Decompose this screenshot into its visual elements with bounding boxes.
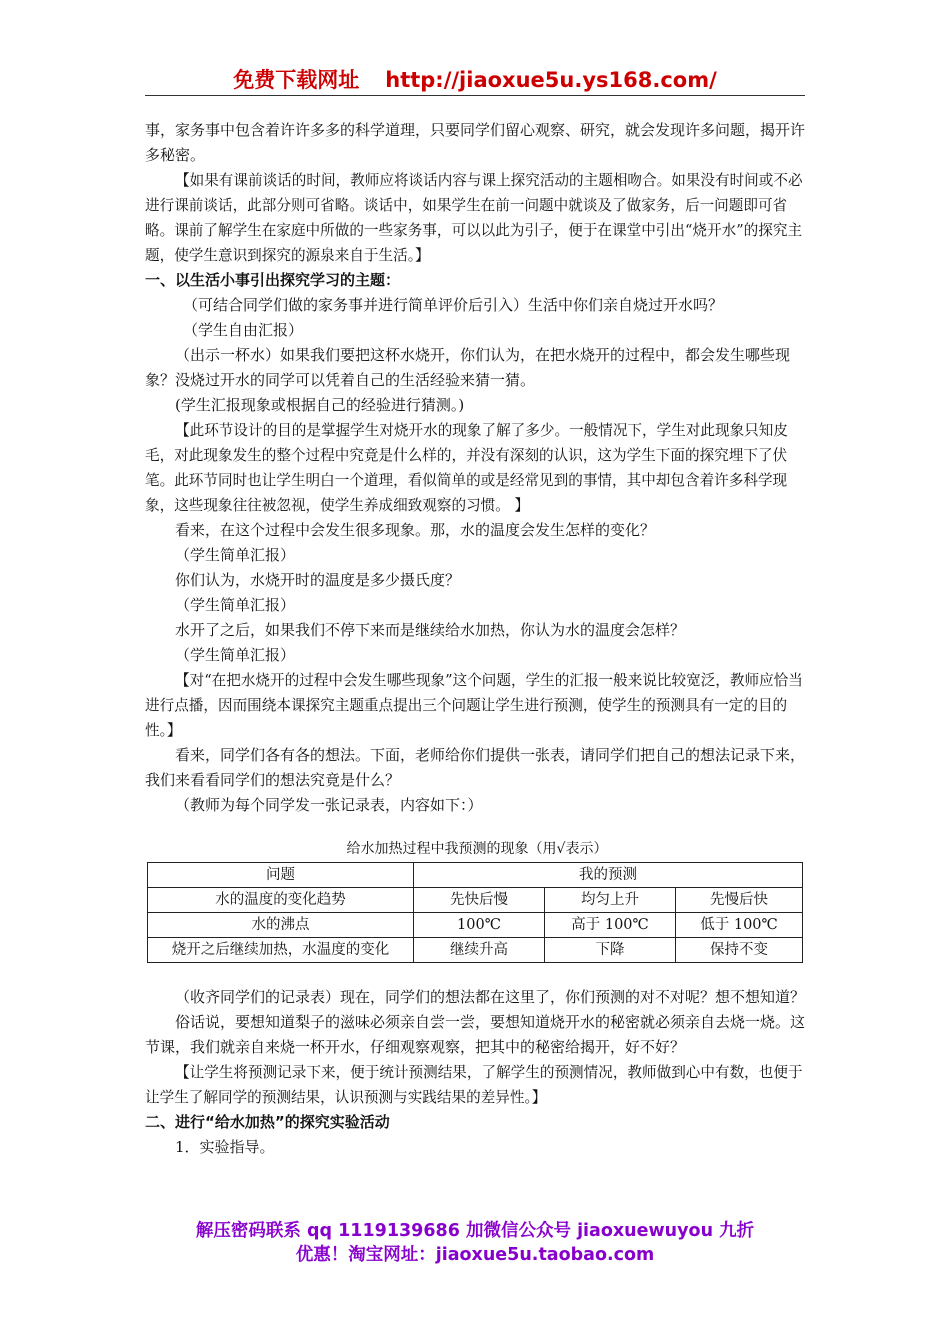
download-header xyxy=(145,66,805,94)
table-title: 给水加热过程中我预测的现象（用√表示） xyxy=(346,841,608,857)
table-header-cell: 我的预测 xyxy=(414,863,803,888)
header-url-link[interactable]: http://jiaoxue5u.ys168.com/ xyxy=(385,68,717,92)
table-cell: 水的沸点 xyxy=(148,913,414,938)
footer-line: 优惠！淘宝网址：jiaoxue5u.taobao.com xyxy=(295,1245,655,1265)
paragraph: （学生自由汇报） xyxy=(183,321,304,339)
table-cell[interactable]: 低于 100℃ xyxy=(676,913,803,938)
paragraph: （学生简单汇报） xyxy=(175,646,296,664)
table-cell[interactable]: 下降 xyxy=(545,938,676,963)
paragraph: 水开了之后，如果我们不停下来而是继续给水加热，你认为水的温度会怎样？ xyxy=(175,621,686,639)
section-heading-2: 二、进行“给水加热”的探究实验活动 xyxy=(145,1113,390,1131)
table-row xyxy=(148,888,803,913)
paragraph: （可结合同学们做的家务事并进行简单评价后引入）生活中你们亲自烧过开水吗？ xyxy=(183,296,724,314)
paragraph: (学生汇报现象或根据自己的经验进行猜测。) xyxy=(175,396,465,414)
table-cell: 烧开之后继续加热，水温度的变化 xyxy=(148,938,414,963)
paragraph: （学生简单汇报） xyxy=(175,596,296,614)
paragraph: （教师为每个同学发一张记录表，内容如下：） xyxy=(175,796,483,814)
header-divider xyxy=(145,95,805,96)
header-label: 免费下载网址 xyxy=(233,68,360,92)
teaching-note: 【此环节设计的目的是掌握学生对烧开水的现象了解了多少。一般情况下，学生对此现象只知皮毛，对此现象发生的整个过程中究竟是什么样的，并没有深刻的认识，这为学生下面的探究埋下了伏笔。此环节同时也让学生明白一个道理，看似简单的或是经常见到的事情，其中却包含着许多科学现象，这些现象往往被忽视，使学生养成细致观察的习惯。 】 xyxy=(145,422,788,514)
paragraph: 事，家务事中包含着许许多多的科学道理，只要同学们留心观察、研究，就会发现许多问题，揭开许多秘密。 xyxy=(145,121,806,164)
section-heading-1: 一、以生活小事引出探究学习的主题： xyxy=(145,271,401,289)
teaching-note: 【让学生将预测记录下来，便于统计预测结果，了解学生的预测情况，教师做到心中有数，也便于让学生了解同学的预测结果，认识预测与实践结果的差异性。】 xyxy=(145,1064,803,1106)
table-cell[interactable]: 100℃ xyxy=(414,913,545,938)
table-cell[interactable]: 高于 100℃ xyxy=(545,913,676,938)
table-cell[interactable]: 先慢后快 xyxy=(676,888,803,913)
table-row xyxy=(148,938,803,963)
paragraph: 你们认为，水烧开时的温度是多少摄氏度？ xyxy=(175,571,461,589)
paragraph: 俗话说，要想知道梨子的滋味必须亲自尝一尝，要想知道烧开水的秘密就必须亲自去烧一烧。这节课，我们就亲自来烧一杯开水，仔细观察观察，把其中的秘密给揭开，好不好？ xyxy=(145,1013,806,1056)
table-cell[interactable]: 继续升高 xyxy=(414,938,545,963)
table-cell[interactable]: 均匀上升 xyxy=(545,888,676,913)
table-cell[interactable]: 先快后慢 xyxy=(414,888,545,913)
paragraph: 看来，同学们各有各的想法。下面，老师给你们提供一张表，请同学们把自己的想法记录下来，我们来看看同学们的想法究竟是什么？ xyxy=(145,746,806,789)
table-row xyxy=(148,913,803,938)
footer-promo xyxy=(145,1219,805,1267)
footer-line: 解压密码联系 qq 1119139686 加微信公众号 jiaoxuewuyou 九折 xyxy=(195,1221,755,1241)
table-header-cell: 问题 xyxy=(148,863,414,888)
paragraph: 看来，在这个过程中会发生很多现象。那，水的温度会发生怎样的变化？ xyxy=(175,521,656,539)
prediction-table xyxy=(147,862,803,963)
teaching-note: 【对“在把水烧开的过程中会发生哪些现象”这个问题，学生的汇报一般来说比较宽泛，教师应恰当进行点播，因而围绕本课探究主题重点提出三个问题让学生进行预测，使学生的预测具有一定的目的性。】 xyxy=(145,672,803,739)
paragraph: （收齐同学们的记录表）现在，同学们的想法都在这里了，你们预测的对不对呢？想不想知道？ xyxy=(175,988,806,1006)
table-cell[interactable]: 保持不变 xyxy=(676,938,803,963)
document-body xyxy=(145,118,809,1160)
teaching-note: 【如果有课前谈话的时间，教师应将谈话内容与课上探究活动的主题相吻合。如果没有时间或不必进行课前谈话，此部分则可省略。谈话中，如果学生在前一问题中就谈及了做家务，后一问题即可省略。课前了解学生在家庭中所做的一些家务事，可以以此为引子，便于在课堂中引出“烧开水”的探究主题，使学生意识到探究的源泉来自于生活。】 xyxy=(145,172,803,264)
paragraph: （学生简单汇报） xyxy=(175,546,296,564)
paragraph: （出示一杯水）如果我们要把这杯水烧开，你们认为，在把水烧开的过程中，都会发生哪些现象？没烧过开水的同学可以凭着自己的生活经验来猜一猜。 xyxy=(145,346,791,389)
table-header-row xyxy=(148,863,803,888)
paragraph: 1．实验指导。 xyxy=(175,1138,275,1156)
table-cell: 水的温度的变化趋势 xyxy=(148,888,414,913)
